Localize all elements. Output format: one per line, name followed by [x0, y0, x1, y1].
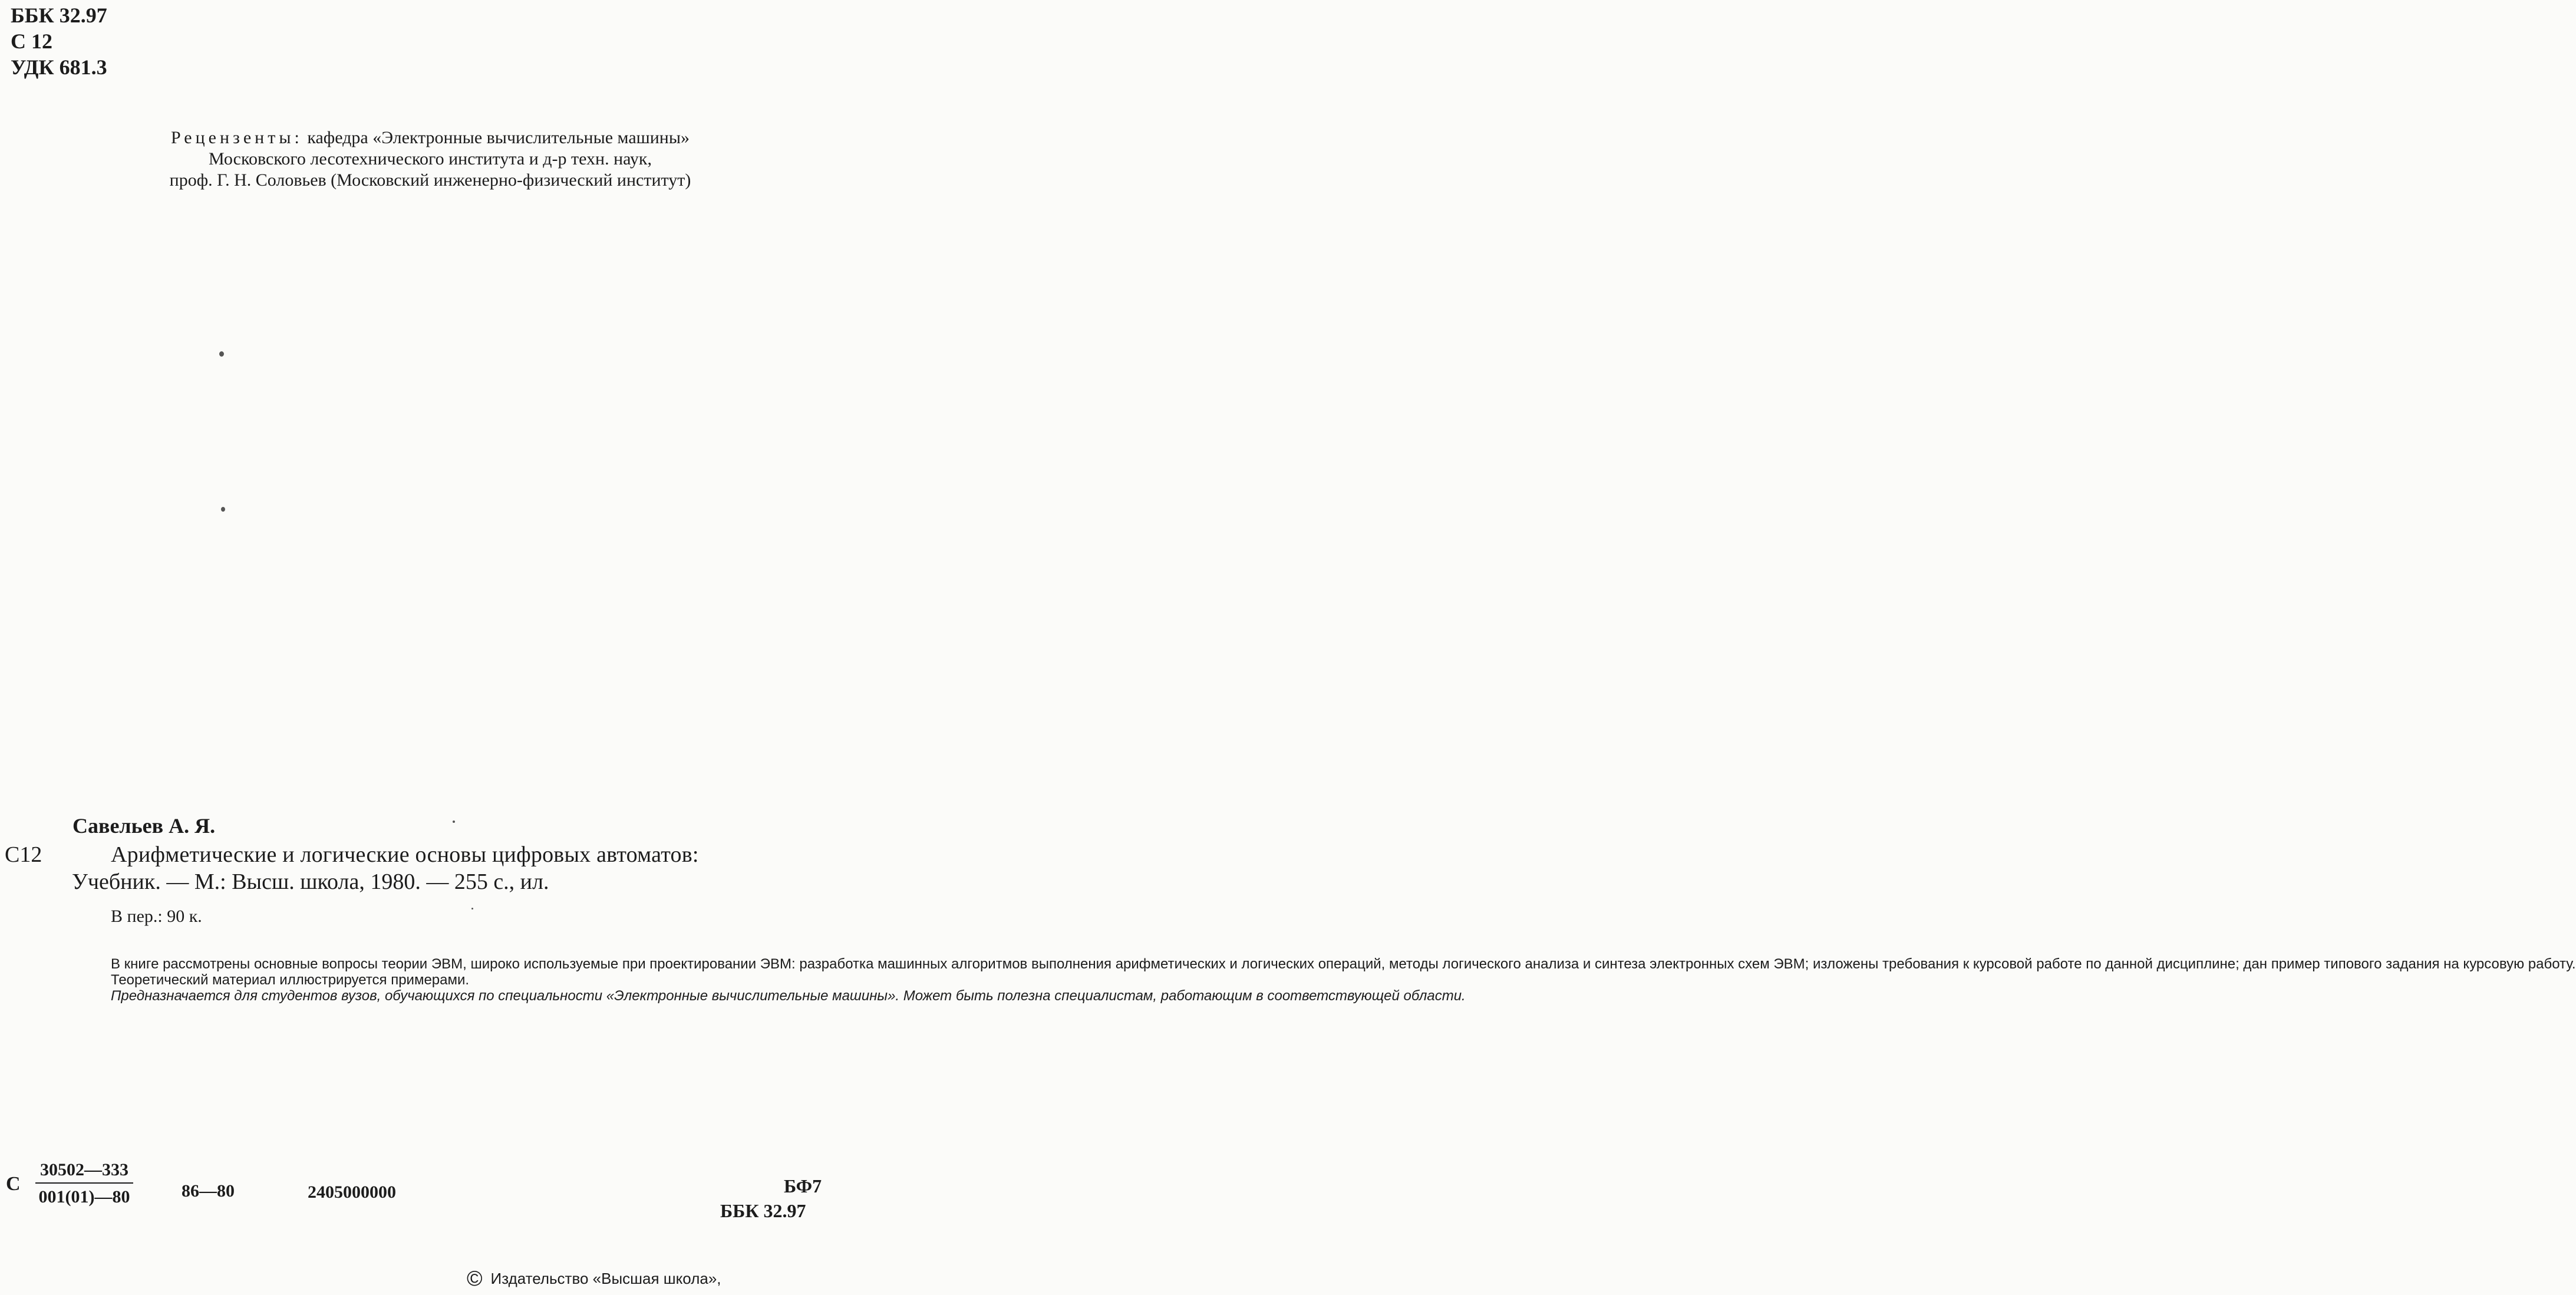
- reviewers-text-1: кафедра «Электронные вычислительные машины»: [302, 128, 690, 147]
- annotation-paragraph-2: Теоретический материал иллюстрируется примерами.: [111, 972, 470, 988]
- fraction-numerator: 30502—333: [35, 1160, 133, 1184]
- copyright-icon: ©: [467, 1266, 483, 1290]
- catalog-fraction: [35, 1160, 133, 1207]
- scan-speck: [471, 908, 473, 910]
- scan-speck: [453, 821, 455, 823]
- reviewers-block: [77, 127, 784, 191]
- copyright-line: [467, 1266, 721, 1291]
- fraction-denominator: 001(01)—80: [38, 1187, 130, 1207]
- bf-code: БФ7: [784, 1175, 822, 1197]
- copyright-text: Издательство «Высшая школа»,: [490, 1270, 721, 1287]
- reviewers-line-3: проф. Г. Н. Соловьев (Московский инженерно-физический институт): [169, 170, 691, 190]
- title-line-2: Учебник. — М.: Высш. школа, 1980. — 255 с., ил.: [72, 869, 549, 894]
- c-code: С 12: [11, 29, 52, 53]
- scan-speck: [221, 507, 225, 512]
- bbk-footer: ББК 32.97: [720, 1200, 806, 1221]
- reviewers-line-2: Московского лесотехнического института и д-р техн. наук,: [208, 149, 652, 169]
- price: В пер.: 90 к.: [111, 907, 202, 926]
- scan-speck: [219, 351, 224, 357]
- bbk-code: ББК 32.97: [11, 4, 107, 27]
- udk-code: УДК 681.3: [11, 55, 107, 79]
- catalog-code: 86—80: [182, 1181, 235, 1201]
- catalog-letter: С: [6, 1173, 21, 1195]
- author-name: Савельев А. Я.: [72, 814, 216, 838]
- annotation: [83, 956, 2576, 1004]
- classification-codes: [11, 2, 107, 80]
- catalog-number: 2405000000: [308, 1182, 396, 1202]
- annotation-paragraph-3: Предназначается для студентов вузов, обучающихся по специальности «Электронные вычислительные машины». Может быть полезна специалистам, работающим в соответствующей области.: [111, 988, 1466, 1004]
- catalog-index: С12: [5, 842, 42, 867]
- annotation-paragraph-1: В книге рассмотрены основные вопросы теории ЭВМ, широко используемые при проектировании ЭВМ: разработка машинных алгоритмов выполнения арифметических и логических операций, методы логического анализа и синтеза электронных схем ЭВМ; изложены требования к курсовой работе по данной дисциплине; дан пример типового задания на курсовую работу.: [111, 956, 2576, 972]
- title-line-1: Арифметические и логические основы цифровых автоматов:: [111, 842, 699, 867]
- reviewers-label: Рецензенты:: [170, 128, 303, 147]
- reviewers-line-1: [77, 127, 784, 149]
